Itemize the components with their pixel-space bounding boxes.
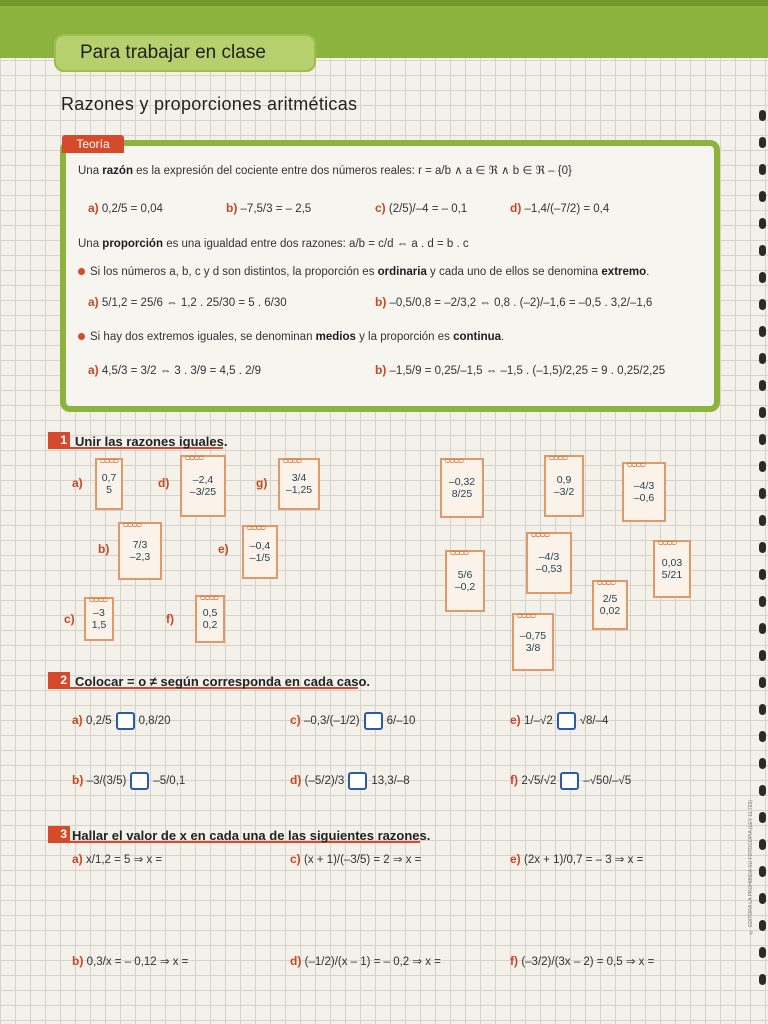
left-ratio: 0,2/5 [86, 715, 112, 728]
equation: (x + 1)/(–3/5) = 2 ⇒ x = [304, 854, 422, 866]
left-ratio: (–5/2)/3 [304, 775, 345, 788]
equation: (2x + 1)/0,7 = – 3 ⇒ x = [524, 854, 644, 866]
binding-hole-icon [759, 542, 766, 553]
compare-item [72, 712, 171, 730]
solve-item [510, 954, 654, 968]
spiral-rings-icon: ᴑᴑᴑᴑ [247, 522, 265, 532]
binding-hole-icon [759, 677, 766, 688]
right-ratio: –5/0,1 [153, 775, 186, 788]
item-label: c) [290, 713, 305, 728]
binding-hole-icon [759, 191, 766, 202]
card-label: c) [64, 612, 75, 626]
card-label: g) [256, 476, 268, 490]
equation: 0,3/x = – 0,12 ⇒ x = [86, 956, 189, 968]
item-label: f) [510, 954, 522, 968]
spiral-rings-icon: ᴑᴑᴑᴑ [445, 455, 463, 465]
spiral-rings-icon: ᴑᴑᴑᴑ [450, 547, 468, 557]
exercise-2-title: Colocar = o ≠ según corresponda en cada caso. [75, 674, 371, 689]
card-value: –4/3 –0,53 [535, 551, 563, 575]
exercise-3-title: Hallar el valor de x en cada una de las siguientes razones. [72, 828, 431, 843]
right-ratio: 0,8/20 [138, 715, 171, 728]
card-value: –3 1,5 [91, 607, 107, 631]
binding-hole-icon [759, 866, 766, 877]
solve-item [510, 852, 643, 866]
proporcion-definition: Una proporción es una igualdad entre dos razones: a/b = c/d ⇔ a . d = b . c [78, 238, 469, 250]
ratio-card[interactable] [195, 592, 225, 643]
binding-hole-icon [759, 380, 766, 391]
ratio-card[interactable] [622, 459, 666, 522]
exercise-1-badge: 1 [48, 432, 70, 448]
left-ratio: 1/–√2 [524, 715, 553, 728]
compare-item [510, 772, 631, 790]
spiral-rings-icon: ᴑᴑᴑᴑ [549, 452, 567, 462]
bullet-ordinaria: Si los números a, b, c y d son distintos, la proporción es ordinaria y cada uno de ellos se denomina extremo. [78, 266, 649, 278]
item-label: a) [72, 713, 87, 728]
item-label: f) [510, 773, 522, 788]
binding-hole-icon [759, 407, 766, 418]
item-label: b) [72, 954, 87, 968]
exercise-2-badge: 2 [48, 672, 70, 688]
binding-hole-icon [759, 704, 766, 715]
answer-box[interactable] [557, 712, 576, 730]
binding-hole-icon [759, 299, 766, 310]
answer-box[interactable] [130, 772, 149, 790]
bullet-continua: Si hay dos extremos iguales, se denominan medios y la proporción es continua. [78, 331, 504, 343]
copyright-note: © EDITORA LA PROHIBIDA SU FOTOCOPIA (LEY 11.723) [748, 800, 754, 935]
spiral-rings-icon: ᴑᴑᴑᴑ [658, 537, 676, 547]
card-value: –2,4 –3/25 [189, 474, 217, 498]
right-ratio: 13,3/–8 [371, 775, 410, 788]
spiral-rings-icon: ᴑᴑᴑᴑ [627, 459, 645, 469]
item-label: c) [290, 852, 305, 866]
ratio-card[interactable] [242, 522, 278, 579]
answer-box[interactable] [116, 712, 135, 730]
exercise-3-badge: 3 [48, 826, 70, 842]
card-value: –0,4 –1/5 [249, 540, 271, 564]
ratio-card[interactable] [445, 547, 485, 612]
ratio-card[interactable] [512, 610, 554, 671]
card-label: f) [166, 612, 174, 626]
card-value: 2/5 0,02 [599, 593, 621, 617]
right-ratio: √8/–4 [579, 715, 609, 728]
spiral-rings-icon: ᴑᴑᴑᴑ [531, 529, 549, 539]
card-value: –0,32 8/25 [448, 476, 476, 500]
card-label: d) [158, 476, 170, 490]
binding-hole-icon [759, 893, 766, 904]
equation: (–3/2)/(3x – 2) = 0,5 ⇒ x = [521, 956, 655, 968]
right-ratio: 6/–10 [386, 715, 416, 728]
spiral-rings-icon: ᴑᴑᴑᴑ [123, 519, 141, 529]
answer-box[interactable] [348, 772, 367, 790]
left-ratio: –0,3/(–1/2) [304, 715, 360, 728]
card-value: 0,7 5 [101, 472, 117, 496]
item-label: d) [290, 954, 305, 968]
answer-box[interactable] [560, 772, 579, 790]
equation: x/1,2 = 5 ⇒ x = [86, 854, 163, 866]
razon-example-c: c) (2/5)/–4 = – 0,1 [375, 201, 468, 215]
item-label: d) [290, 773, 305, 788]
binding-hole-icon [759, 110, 766, 121]
compare-item [290, 772, 410, 790]
binding-hole-icon [759, 461, 766, 472]
answer-box[interactable] [364, 712, 383, 730]
spiral-rings-icon: ᴑᴑᴑᴑ [283, 455, 301, 465]
spiral-rings-icon: ᴑᴑᴑᴑ [200, 592, 218, 602]
item-label: a) [72, 852, 87, 866]
razon-example-d: d) –1,4/(–7/2) = 0,4 [510, 201, 610, 215]
binding-hole-icon [759, 326, 766, 337]
page-title: Razones y proporciones aritméticas [61, 94, 358, 114]
binding-hole-icon [759, 596, 766, 607]
ratio-card[interactable] [440, 455, 484, 518]
top-band-edge [0, 0, 768, 6]
left-ratio: 2√5/√2 [521, 775, 557, 788]
card-value: 3/4 –1,25 [285, 472, 313, 496]
compare-item [290, 712, 415, 730]
card-value: 0,03 5/21 [661, 557, 683, 581]
razon-example-a: a) 0,2/5 = 0,04 [88, 201, 163, 215]
binding-hole-icon [759, 920, 766, 931]
binding-hole-icon [759, 650, 766, 661]
exercise-1-title: Unir las razones iguales. [75, 434, 228, 449]
binding-hole-icon [759, 623, 766, 634]
spiral-binding [758, 110, 768, 1010]
binding-hole-icon [759, 812, 766, 823]
section-banner: Para trabajar en clase [54, 34, 316, 72]
binding-hole-icon [759, 569, 766, 580]
card-value: 5/6 –0,2 [454, 569, 476, 593]
binding-hole-icon [759, 974, 766, 985]
compare-item [510, 712, 608, 730]
binding-hole-icon [759, 839, 766, 850]
binding-hole-icon [759, 353, 766, 364]
binding-hole-icon [759, 488, 766, 499]
solve-item [72, 852, 162, 866]
razon-definition: Una razón es la expresión del cociente entre dos números reales: r = a/b ∧ a ∈ ℜ ∧ b ∈ ℜ – {0} [78, 165, 572, 177]
spiral-rings-icon: ᴑᴑᴑᴑ [597, 577, 615, 587]
card-value: 0,9 –3/2 [553, 474, 575, 498]
binding-hole-icon [759, 731, 766, 742]
ratio-card[interactable] [84, 594, 114, 641]
left-ratio: –3/(3/5) [86, 775, 127, 788]
binding-hole-icon [759, 218, 766, 229]
item-label: e) [510, 713, 525, 728]
binding-hole-icon [759, 164, 766, 175]
solve-item [290, 954, 441, 968]
binding-hole-icon [759, 137, 766, 148]
continua-example-b: b) –1,5/9 = 0,25/–1,5 ⇔ –1,5 . (–1,5)/2,25 = 9 . 0,25/2,25 [375, 363, 666, 377]
bullet-icon [78, 333, 85, 340]
binding-hole-icon [759, 434, 766, 445]
card-value: –0,75 3/8 [519, 630, 547, 654]
solve-item [290, 852, 421, 866]
item-label: b) [72, 773, 87, 788]
card-label: e) [218, 542, 229, 556]
binding-hole-icon [759, 272, 766, 283]
ratio-card[interactable] [653, 537, 691, 598]
bullet-icon [78, 268, 85, 275]
ratio-card[interactable] [278, 455, 320, 510]
ratio-card[interactable] [526, 529, 572, 594]
ordinaria-example-b: b) –0,5/0,8 = –2/3,2 ⇔ 0,8 . (–2)/–1,6 = –0,5 . 3,2/–1,6 [375, 295, 653, 309]
card-value: 0,5 0,2 [202, 607, 218, 631]
ratio-card[interactable] [95, 455, 123, 510]
binding-hole-icon [759, 785, 766, 796]
continua-example-a: a) 4,5/3 = 3/2 ⇔ 3 . 3/9 = 4,5 . 2/9 [88, 363, 262, 377]
binding-hole-icon [759, 947, 766, 958]
razon-example-b: b) –7,5/3 = – 2,5 [226, 201, 312, 215]
binding-hole-icon [759, 758, 766, 769]
item-label: e) [510, 852, 525, 866]
ordinaria-example-a: a) 5/1,2 = 25/6 ⇔ 1,2 . 25/30 = 5 . 6/30 [88, 295, 287, 309]
card-value: –4/3 –0,6 [633, 480, 655, 504]
right-ratio: –√50/–√5 [583, 775, 632, 788]
binding-hole-icon [759, 245, 766, 256]
binding-hole-icon [759, 515, 766, 526]
equation: (–1/2)/(x – 1) = – 0,2 ⇒ x = [304, 956, 441, 968]
ratio-card[interactable] [592, 577, 628, 630]
spiral-rings-icon: ᴑᴑᴑᴑ [89, 594, 107, 604]
ratio-card[interactable] [180, 452, 226, 517]
spiral-rings-icon: ᴑᴑᴑᴑ [185, 452, 203, 462]
theory-tab: Teoría [62, 135, 124, 153]
solve-item [72, 954, 188, 968]
ratio-card[interactable] [118, 519, 162, 580]
card-value: 7/3 –2,3 [129, 539, 151, 563]
card-label: b) [98, 542, 110, 556]
spiral-rings-icon: ᴑᴑᴑᴑ [517, 610, 535, 620]
spiral-rings-icon: ᴑᴑᴑᴑ [100, 455, 118, 465]
card-label: a) [72, 476, 83, 490]
compare-item [72, 772, 185, 790]
ratio-card[interactable] [544, 452, 584, 517]
